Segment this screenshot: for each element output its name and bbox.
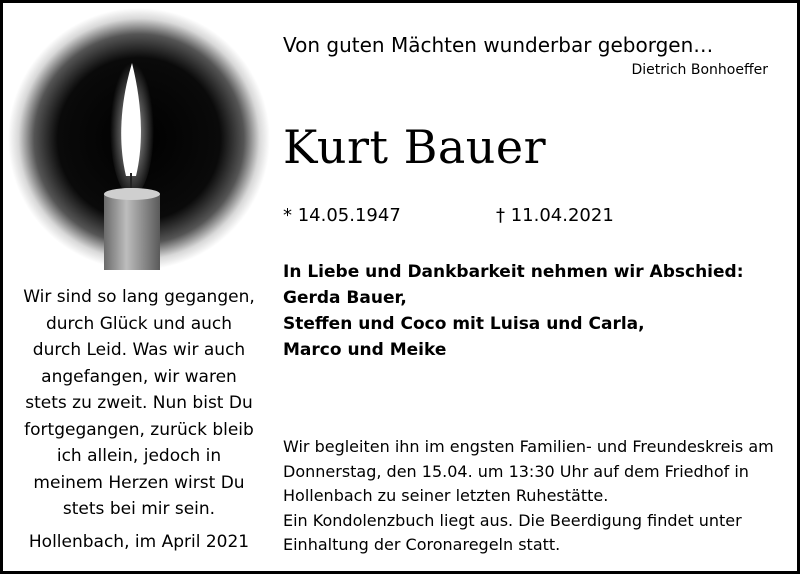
funeral-line: Hollenbach zu seiner letzten Ruhestätte. [283,486,609,505]
mourners-line: In Liebe und Dankbarkeit nehmen wir Abschied: [283,262,744,282]
poem-line: ich allein, jedoch in [56,446,222,466]
death-date: † 11.04.2021 [496,205,614,226]
funeral-notice [283,435,774,558]
mourners-block [283,259,744,363]
poem-line: durch Leid. Was wir auch [32,340,246,360]
poem-line: fortgegangen, zurück bleib [24,419,254,440]
poem [10,284,268,523]
mourners-line: Gerda Bauer, [283,288,407,308]
poem-line: meinem Herzen wirst Du [33,472,245,493]
candle-image [8,8,270,270]
quote-author: Dietrich Bonhoeffer [631,62,768,78]
funeral-line: Einhaltung der Coronaregeln statt. [283,535,561,554]
mourners-line: Steffen und Coco mit Luisa und Carla, [283,314,645,334]
poem-line: stets bei mir sein. [62,499,216,519]
funeral-line: Wir begleiten ihn im engsten Familien- und Freundeskreis am [283,437,774,456]
funeral-line: Donnerstag, den 15.04. um 13:30 Uhr auf dem Friedhof in [283,461,749,481]
poem-line: angefangen, wir waren [41,366,237,387]
mourners-line: Marco und Meike [283,340,447,360]
deceased-name: Kurt Bauer [283,120,547,174]
quote-text: Von guten Mächten wunderbar geborgen… [283,33,714,57]
birth-date: * 14.05.1947 [283,205,401,226]
poem-line: stets zu zweit. Nun bist Du [25,393,253,413]
poem-line: Wir sind so lang gegangen, [23,287,255,307]
poem-line: durch Glück und auch [45,313,233,334]
place-date: Hollenbach, im April 2021 [28,532,250,552]
funeral-line: Ein Kondolenzbuch liegt aus. Die Beerdigung findet unter [283,510,742,530]
